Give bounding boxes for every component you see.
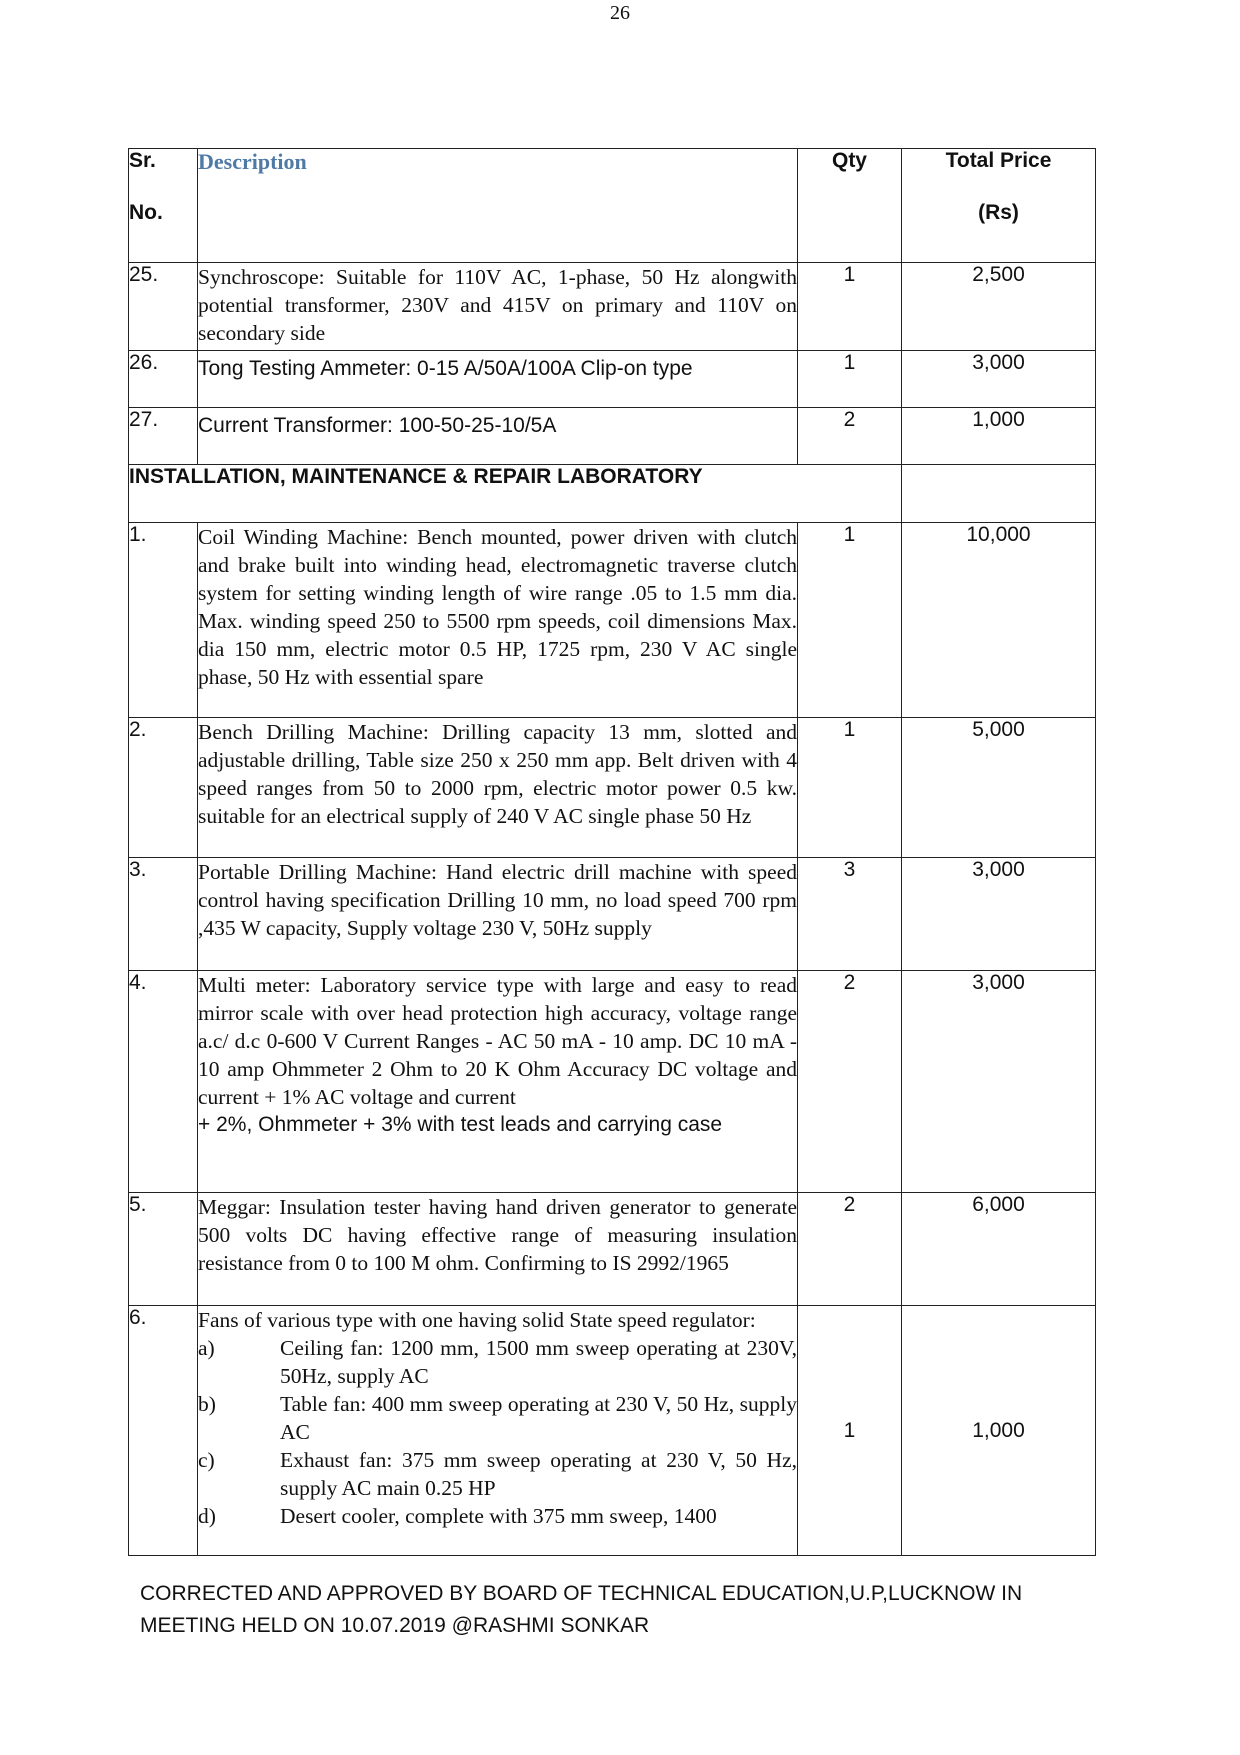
row-description: Coil Winding Machine: Bench mounted, power driven with clutch and brake built into winding head, electromagnetic traverse clutch system for setting winding length of wire range .05 to 1.5 mm dia. Max. winding speed 250 to 5500 rpm speeds, coil dimensions Max. dia 150 mm, electric motor 0.5 HP, 1725 rpm, 230 V AC single phase, 50 Hz with essential spare — [198, 523, 798, 718]
row-qty: 1 — [798, 523, 902, 718]
list-item — [198, 1502, 797, 1530]
list-marker: a) — [198, 1336, 215, 1360]
table-row — [129, 523, 1096, 718]
footer-line1: CORRECTED AND APPROVED BY BOARD OF TECHNICAL EDUCATION,U.P,LUCKNOW IN — [140, 1582, 1023, 1605]
row-description: Bench Drilling Machine: Drilling capacity 13 mm, slotted and adjustable drilling, Table size 250 x 250 mm app. Belt driven with 4 speed ranges from 50 to 2000 rpm, electric motor power 0.5 kw. suitable for an electrical supply of 240 V AC single phase 50 Hz — [198, 718, 798, 858]
list-item — [198, 1446, 797, 1502]
fans-sublist — [198, 1334, 797, 1530]
row-qty: 3 — [798, 858, 902, 971]
row-qty: 1 — [798, 718, 902, 858]
list-marker: b) — [198, 1392, 216, 1416]
multimeter-description: Multi meter: Laboratory service type with large and easy to read mirror scale with over head protection high accuracy, voltage range a.c/ d.c 0-600 V Current Ranges - AC 50 mA - 10 amp. DC 10 mA - 10 amp Ohmmeter 2 Ohm to 20 K Ohm Accuracy DC voltage and current + 1% AC voltage and current — [198, 973, 797, 1109]
header-sr-line1: Sr. — [129, 149, 156, 172]
row-price: 2,500 — [902, 263, 1096, 351]
list-item — [198, 1390, 797, 1446]
equipment-table — [128, 148, 1096, 1556]
row-number: 25. — [129, 263, 198, 351]
section-title: INSTALLATION, MAINTENANCE & REPAIR LABORATORY — [129, 465, 902, 523]
list-text: Ceiling fan: 1200 mm, 1500 mm sweep operating at 230V, 50Hz, supply AC — [280, 1336, 797, 1388]
row-description: Current Transformer: 100-50-25-10/5A — [198, 408, 798, 465]
list-marker: d) — [198, 1504, 216, 1528]
header-price-line1: Total Price — [945, 149, 1052, 172]
header-total-price — [902, 149, 1096, 263]
row-description: Meggar: Insulation tester having hand driven generator to generate 500 volts DC having effective range of measuring insulation resistance from 0 to 100 M ohm. Confirming to IS 2992/1965 — [198, 1193, 798, 1306]
header-row — [129, 149, 1096, 263]
list-marker: c) — [198, 1448, 215, 1472]
fans-intro: Fans of various type with one having solid State speed regulator: — [198, 1308, 756, 1332]
table-row — [129, 858, 1096, 971]
row-number: 26. — [129, 351, 198, 408]
header-sr-line2: No. — [129, 201, 163, 224]
row-qty: 1 — [798, 263, 902, 351]
section-empty-cell — [902, 465, 1096, 523]
table-row — [129, 718, 1096, 858]
approval-footer — [140, 1578, 1100, 1642]
table-row — [129, 1306, 1096, 1556]
table-row — [129, 408, 1096, 465]
header-sr-no — [129, 149, 198, 263]
row-description — [198, 1306, 798, 1556]
row-number: 2. — [129, 718, 198, 858]
list-text: Desert cooler, complete with 375 mm sweep, 1400 — [280, 1504, 717, 1528]
row-description: Tong Testing Ammeter: 0-15 A/50A/100A Clip-on type — [198, 351, 798, 408]
row-price: 10,000 — [902, 523, 1096, 718]
row-number: 4. — [129, 971, 198, 1193]
row-qty: 1 — [798, 1306, 902, 1556]
row-description — [198, 971, 798, 1193]
row-number: 27. — [129, 408, 198, 465]
page-number: 26 — [610, 2, 630, 24]
row-number: 5. — [129, 1193, 198, 1306]
table-row — [129, 351, 1096, 408]
table-row — [129, 263, 1096, 351]
row-price: 6,000 — [902, 1193, 1096, 1306]
footer-line2: MEETING HELD ON 10.07.2019 @RASHMI SONKAR — [140, 1614, 650, 1637]
table-row — [129, 971, 1096, 1193]
section-header-row — [129, 465, 1096, 523]
table-row — [129, 1193, 1096, 1306]
row-price: 3,000 — [902, 971, 1096, 1193]
list-item — [198, 1334, 797, 1390]
row-price: 3,000 — [902, 351, 1096, 408]
list-text: Exhaust fan: 375 mm sweep operating at 230 V, 50 Hz, supply AC main 0.25 HP — [280, 1448, 797, 1500]
header-description: Description — [198, 149, 798, 263]
row-qty: 2 — [798, 408, 902, 465]
multimeter-accuracy-note: + 2%, Ohmmeter + 3% with test leads and carrying case — [198, 1113, 723, 1136]
row-price: 5,000 — [902, 718, 1096, 858]
row-price: 3,000 — [902, 858, 1096, 971]
row-number: 6. — [129, 1306, 198, 1556]
row-description: Synchroscope: Suitable for 110V AC, 1-phase, 50 Hz alongwith potential transformer, 230V and 415V on primary and 110V on secondary side — [198, 263, 798, 351]
row-price: 1,000 — [902, 1306, 1096, 1556]
row-description: Portable Drilling Machine: Hand electric drill machine with speed control having specification Drilling 10 mm, no load speed 700 rpm ,435 W capacity, Supply voltage 230 V, 50Hz supply — [198, 858, 798, 971]
row-qty: 1 — [798, 351, 902, 408]
header-qty: Qty — [798, 149, 902, 263]
row-qty: 2 — [798, 971, 902, 1193]
list-text: Table fan: 400 mm sweep operating at 230 V, 50 Hz, supply AC — [280, 1392, 797, 1444]
row-price: 1,000 — [902, 408, 1096, 465]
header-price-line2: (Rs) — [978, 201, 1019, 224]
row-qty: 2 — [798, 1193, 902, 1306]
row-number: 1. — [129, 523, 198, 718]
row-number: 3. — [129, 858, 198, 971]
